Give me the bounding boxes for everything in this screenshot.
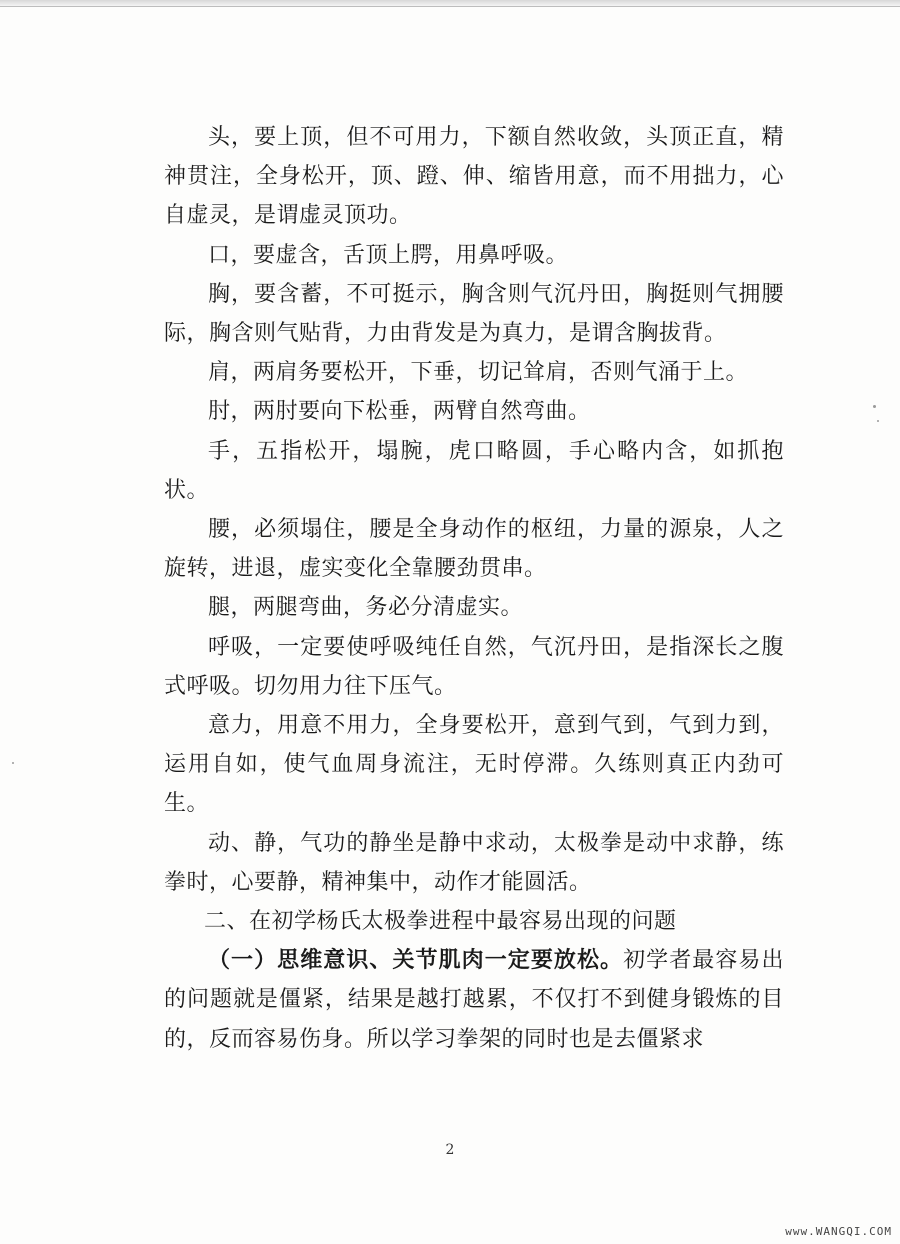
section-heading: 二、在初学杨氏太极拳进程中最容易出现的问题 <box>204 909 677 935</box>
subsection-paragraph <box>164 941 784 1059</box>
paragraph-head: 头，要上顶，但不可用力，下额自然收敛，头顶正直，精神贯注，全身松开，顶、蹬、伸、缩皆用意，而不用拙力，心自虚灵，是谓虚灵顶功。 <box>164 125 784 229</box>
paragraph-intent: 意力，用意不用力，全身要松开，意到气到，气到力到，运用自如，使气血周身流注，无时停滞。久练则真正内劲可生。 <box>164 713 784 817</box>
paragraph-hand: 手，五指松开，塌腕，虎口略圆，手心略内含，如抓抱状。 <box>164 438 784 503</box>
scan-speck <box>873 405 876 408</box>
paragraph-waist: 腰，必须塌住，腰是全身动作的枢纽，力量的源泉，人之旋转，进退，虚实变化全靠腰劲贯串。 <box>164 517 784 582</box>
scan-top-edge-line <box>0 6 900 7</box>
scan-speck <box>12 762 14 764</box>
paragraph-mouth: 口，要虚含，舌顶上腭，用鼻呼吸。 <box>208 242 569 268</box>
subsection-lead: （一）思维意识、关节肌肉一定要放松。 <box>208 947 624 974</box>
paragraph-elbow: 肘，两肘要向下松垂，两臂自然弯曲。 <box>208 399 591 425</box>
paragraph-chest: 胸，要含蓄，不可挺示，胸含则气沉丹田，胸挺则气拥腰际，胸含则气贴背，力由背发是为真力，是谓含胸拔背。 <box>164 281 784 347</box>
paragraph-legs: 腿，两腿弯曲，务必分清虚实。 <box>208 595 524 621</box>
subsection-text: 初学者最容易出的问题就是僵紧，结果是越打越累，不仅打不到健身锻炼的目的，反而容易伤身。所以学习拳架的同时也是去僵紧求 <box>164 948 784 1052</box>
page-number: 2 <box>445 1142 455 1158</box>
paragraph-motion-stillness: 动、静，气功的静坐是静中求动，太极拳是动中求静，练拳时，心要静，精神集中，动作才能圆活。 <box>164 830 784 895</box>
document-body <box>164 118 784 1059</box>
paragraph-shoulder: 肩，两肩务要松开，下垂，切记耸肩，否则气涌于上。 <box>208 360 749 386</box>
watermark: www.WANGQI.COM <box>785 1225 892 1238</box>
paragraph-breathing: 呼吸，一定要使呼吸纯任自然，气沉丹田，是指深长之腹式呼吸。切勿用力往下压气。 <box>164 634 784 699</box>
scan-speck <box>877 420 879 422</box>
